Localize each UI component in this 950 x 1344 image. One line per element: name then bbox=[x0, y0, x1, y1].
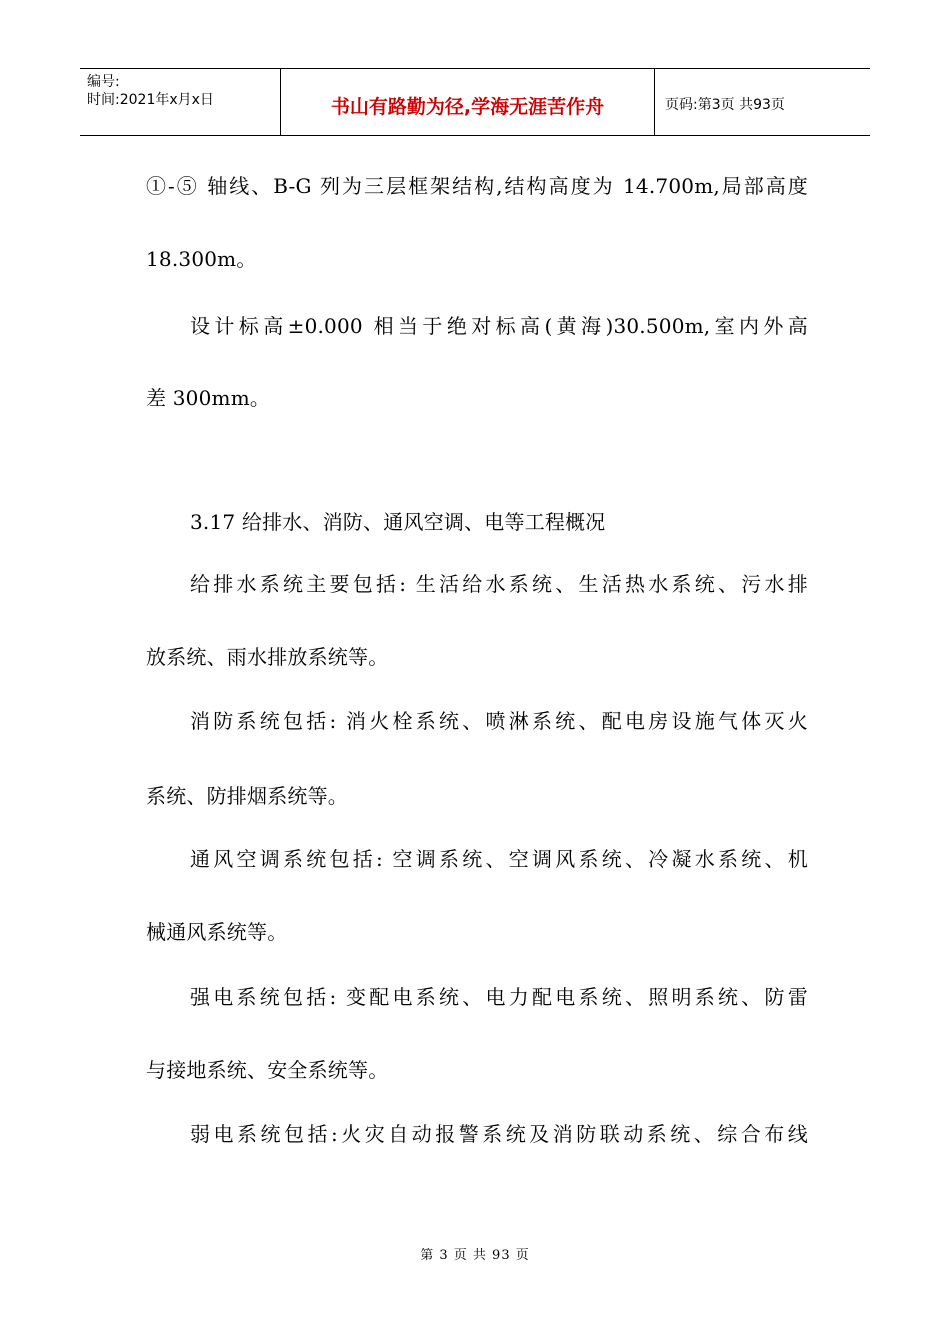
body-line-12: 强电系统包括: 变配电系统、电力配电系统、照明系统、防雷 bbox=[190, 985, 808, 1009]
page-header bbox=[80, 68, 870, 136]
serial-label: 编号: bbox=[87, 74, 120, 90]
body-line-14: 弱电系统包括:火灾自动报警系统及消防联动系统、综合布线 bbox=[190, 1122, 808, 1146]
body-line-10: 通风空调系统包括: 空调系统、空调风系统、冷凝水系统、机 bbox=[190, 847, 808, 871]
body-line-8: 消防系统包括: 消火栓系统、喷淋系统、配电房设施气体灭火 bbox=[190, 709, 808, 733]
body-line-9: 系统、防排烟系统等。 bbox=[146, 784, 348, 808]
body-line-1: ①-⑤ 轴线、B-G 列为三层框架结构,结构高度为 14.700m,局部高度 bbox=[146, 174, 808, 198]
body-line-11: 械通风系统等。 bbox=[146, 920, 288, 944]
time-label: 时间:2021年x月x日 bbox=[87, 92, 214, 108]
body-line-6: 给排水系统主要包括: 生活给水系统、生活热水系统、污水排 bbox=[190, 572, 808, 596]
page-footer: 第 3 页 共 93 页 bbox=[420, 1248, 530, 1263]
body-line-4: 差 300mm。 bbox=[146, 386, 271, 410]
header-motto: 书山有路勤为径,学海无涯苦作舟 bbox=[281, 69, 655, 135]
body-line-3: 设计标高±0.000 相当于绝对标高(黄海)30.500m,室内外高 bbox=[190, 314, 808, 338]
header-page-info: 页码:第3页 共93页 bbox=[665, 97, 785, 113]
section-heading: 3.17 给排水、消防、通风空调、电等工程概况 bbox=[190, 510, 606, 534]
body-line-13: 与接地系统、安全系统等。 bbox=[146, 1058, 389, 1082]
body-line-2: 18.300m。 bbox=[146, 247, 257, 271]
header-meta bbox=[80, 69, 281, 135]
body-line-7: 放系统、雨水排放系统等。 bbox=[146, 645, 389, 669]
